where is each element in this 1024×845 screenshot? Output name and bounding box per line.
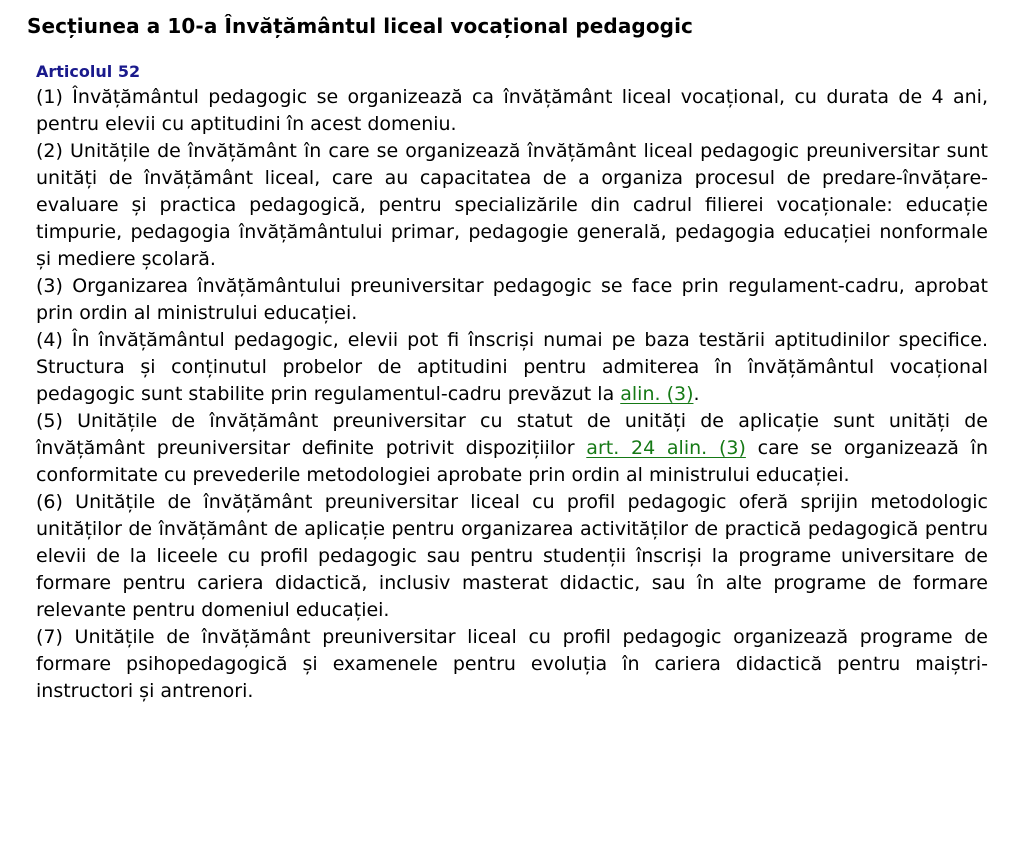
paragraph-text: (1) Învățământul pedagogic se organizează ca învățământ liceal vocațional, cu durata de 4 ani, pentru elevii cu aptitudini în acest domeniu. bbox=[36, 86, 988, 135]
article-paragraph-7 bbox=[36, 624, 988, 705]
article-paragraph-2 bbox=[36, 138, 988, 273]
legal-reference-link[interactable]: art. 24 alin. (3) bbox=[586, 437, 746, 459]
paragraph-text: (5) Unitățile de învățământ preuniversitar cu statut de unități de aplicație sunt unități de învățământ preuniversitar definite potrivit dispozițiilor bbox=[36, 410, 988, 459]
paragraph-text: (3) Organizarea învățământului preuniversitar pedagogic se face prin regulament-cadru, aprobat prin ordin al ministrului educației. bbox=[36, 275, 988, 324]
article-paragraph-3 bbox=[36, 273, 988, 327]
article-paragraph-4 bbox=[36, 327, 988, 408]
paragraph-text: (4) În învățământul pedagogic, elevii pot fi înscriși numai pe baza testării aptitudinilor specifice. Structura și conținutul probelor de aptitudini pentru admiterea în învățământul vocațional pedagogic sunt stabilite prin regulamentul-cadru prevăzut la bbox=[36, 329, 988, 405]
paragraph-text: (7) Unitățile de învățământ preuniversitar liceal cu profil pedagogic organizează programe de formare psihopedagogică și examenele pentru evoluția în cariera didactică pentru maiștri-instructori și antrenori. bbox=[36, 626, 988, 702]
section-title: Secțiunea a 10-a Învățământul liceal vocațional pedagogic bbox=[27, 14, 694, 38]
paragraph-text: . bbox=[693, 383, 700, 405]
article-paragraph-6 bbox=[36, 489, 988, 624]
article-paragraph-1 bbox=[36, 84, 988, 138]
paragraph-text: (6) Unitățile de învățământ preuniversitar liceal cu profil pedagogic oferă sprijin metodologic unităților de învățământ de aplicație pentru organizarea activităților de practică pedagogică pentru elevii de la liceele cu profil pedagogic sau pentru studenții înscriși la programe universitare de formare pentru cariera didactică, inclusiv masterat didactic, sau în alte programe de formare relevante pentru domeniul educației. bbox=[36, 491, 988, 621]
legal-reference-link[interactable]: alin. (3) bbox=[620, 383, 694, 405]
paragraph-text: care se organizează în conformitate cu prevederile metodologiei aprobate prin ordin al ministrului educației. bbox=[36, 437, 989, 486]
paragraph-text: (2) Unitățile de învățământ în care se organizează învățământ liceal pedagogic preuniversitar sunt unități de învățământ liceal, care au capacitatea de a organiza procesul de predare-învățare-evaluare și practica pedagogică, pentru specializările din cadrul filierei vocaționale: educație timpurie, pedagogia învățământului primar, pedagogie generală, pedagogia educației nonformale și mediere școlară. bbox=[36, 140, 988, 270]
legal-document-page bbox=[0, 14, 1024, 705]
article-body bbox=[0, 84, 1024, 705]
article-paragraph-5 bbox=[36, 408, 988, 489]
article-title: Articolul 52 bbox=[36, 62, 141, 81]
